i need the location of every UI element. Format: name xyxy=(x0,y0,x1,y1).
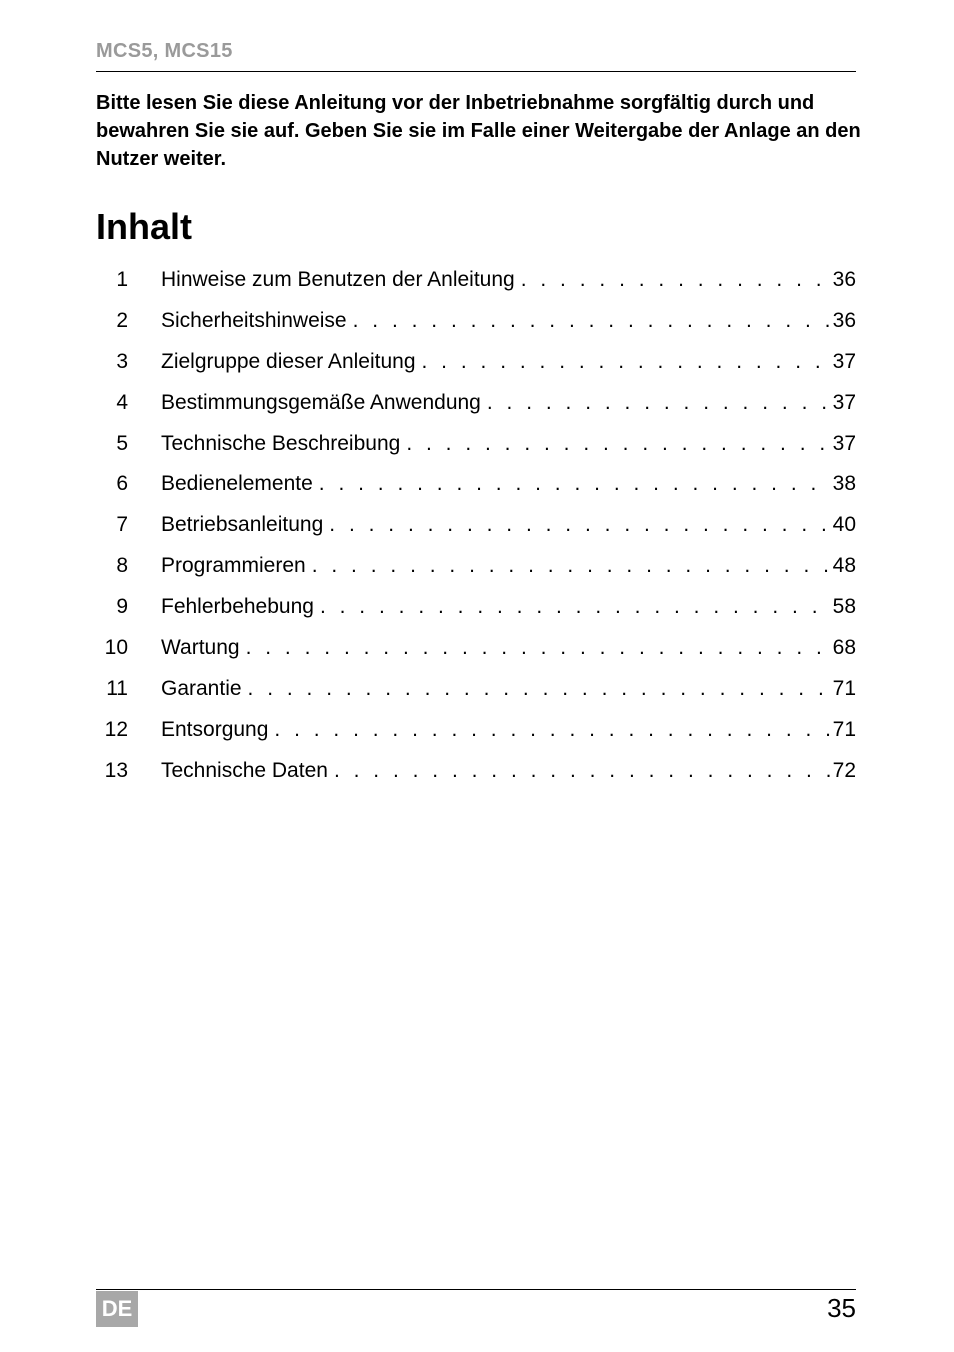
toc-entry[interactable] xyxy=(96,589,856,630)
toc-entry-title: Technische Daten xyxy=(161,758,328,782)
toc-leader-dots xyxy=(248,671,830,707)
toc-entry-title: Bestimmungsgemäße Anwendung xyxy=(161,390,481,414)
toc-leader-dots xyxy=(246,630,830,666)
toc-entry[interactable] xyxy=(96,712,856,753)
toc-leader-dots xyxy=(487,385,830,421)
toc-entry-page: 36 xyxy=(832,308,856,332)
toc-entry-number: 3 xyxy=(116,349,128,373)
toc-entry[interactable] xyxy=(96,630,856,671)
toc-leader-dots xyxy=(312,548,830,584)
toc-entry-number: 1 xyxy=(116,268,128,291)
toc-leader-dots xyxy=(521,262,830,298)
toc-entry-title: Zielgruppe dieser Anleitung xyxy=(161,349,416,373)
language-badge: DE xyxy=(96,1291,138,1327)
toc-entry-page: 37 xyxy=(832,390,856,414)
document-header-label: MCS5, MCS15 xyxy=(96,40,233,62)
toc-entry-title: Sicherheitshinweise xyxy=(161,308,347,332)
toc-entry[interactable] xyxy=(96,303,856,344)
footer-divider xyxy=(96,1289,856,1290)
toc-leader-dots xyxy=(406,426,829,462)
toc-entry-title: Bedienelemente xyxy=(161,472,313,496)
toc-entry[interactable] xyxy=(96,548,856,589)
toc-entry[interactable] xyxy=(96,344,856,385)
toc-entry[interactable] xyxy=(96,385,856,426)
toc-entry[interactable] xyxy=(96,671,856,712)
toc-entry-number: 8 xyxy=(116,554,128,578)
page-number: 35 xyxy=(827,1293,856,1323)
toc-entry-title: Fehlerbehebung xyxy=(161,595,314,619)
toc-leader-dots xyxy=(334,753,830,789)
toc-entry-title: Hinweise zum Benutzen der Anleitung xyxy=(161,268,515,291)
toc-entry-page: 40 xyxy=(832,513,856,537)
toc-leader-dots xyxy=(274,712,829,748)
toc-entry-page: 48 xyxy=(832,554,856,578)
toc-entry-page: 37 xyxy=(832,349,856,373)
toc-entry-number: 4 xyxy=(116,390,128,414)
toc-entry-number: 13 xyxy=(104,758,128,782)
table-of-contents xyxy=(96,262,856,794)
toc-entry-title: Betriebsanleitung xyxy=(161,513,324,537)
toc-entry-page: 71 xyxy=(832,717,856,741)
toc-entry-page: 71 xyxy=(832,676,856,700)
intro-notice: Bitte lesen Sie diese Anleitung vor der Inbetriebnahme sorgfältig durch und bewahren Sie sie auf. Geben Sie sie im Falle einer Weitergabe der Anlage an den Nutzer weiter. xyxy=(96,92,861,170)
toc-entry-title: Wartung xyxy=(161,636,240,660)
toc-entry-page: 72 xyxy=(832,758,856,782)
toc-leader-dots xyxy=(320,589,830,625)
toc-entry-page: 38 xyxy=(832,472,856,496)
toc-entry-title: Entsorgung xyxy=(161,717,269,741)
toc-title: Inhalt xyxy=(96,206,192,247)
toc-entry[interactable] xyxy=(96,507,856,548)
toc-entry-number: 6 xyxy=(116,472,128,496)
toc-entry-title: Technische Beschreibung xyxy=(161,431,401,455)
toc-entry-title: Programmieren xyxy=(161,554,306,578)
toc-entry[interactable] xyxy=(96,466,856,507)
toc-entry-number: 12 xyxy=(104,717,128,741)
toc-entry-page: 37 xyxy=(832,431,856,455)
toc-leader-dots xyxy=(422,344,830,380)
toc-entry-page: 36 xyxy=(832,268,856,291)
toc-entry-page: 68 xyxy=(832,636,856,660)
toc-entry-number: 2 xyxy=(116,308,128,332)
toc-entry-number: 11 xyxy=(106,676,128,700)
toc-entry-number: 5 xyxy=(116,431,128,455)
toc-entry-number: 10 xyxy=(104,636,128,660)
toc-entry-title: Garantie xyxy=(161,676,242,700)
toc-entry[interactable] xyxy=(96,262,856,303)
toc-entry-page: 58 xyxy=(832,595,856,619)
toc-entry[interactable] xyxy=(96,753,856,794)
toc-entry-number: 9 xyxy=(116,595,128,619)
toc-leader-dots xyxy=(319,466,830,502)
toc-entry[interactable] xyxy=(96,426,856,467)
toc-leader-dots xyxy=(329,507,829,543)
header-divider xyxy=(96,71,856,72)
toc-leader-dots xyxy=(353,303,830,339)
toc-entry-number: 7 xyxy=(116,513,128,537)
